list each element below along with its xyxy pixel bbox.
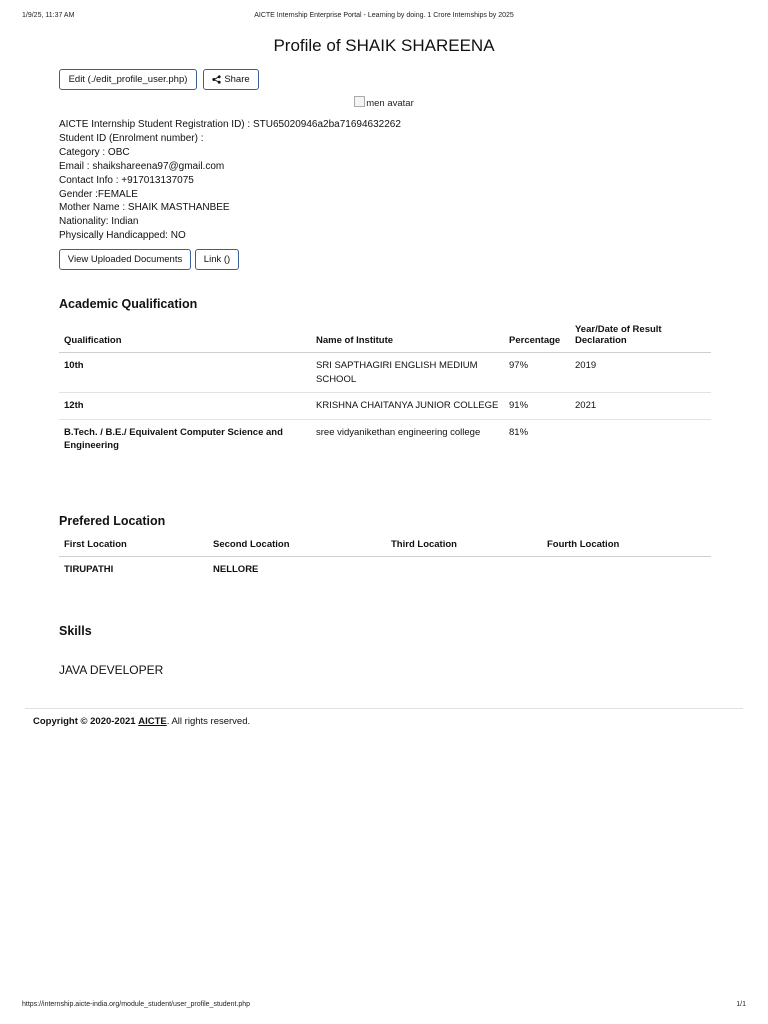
percentage-cell: 97%: [504, 353, 570, 393]
print-header: [22, 12, 746, 24]
third-location-cell: [386, 557, 542, 583]
print-url: https://internship.aicte-india.org/module_student/user_profile_student.php: [22, 1001, 251, 1008]
registration-id: AICTE Internship Student Registration ID) : STU65020946a2ba71694632262: [59, 119, 401, 130]
copyright-suffix: . All rights reserved.: [166, 716, 251, 727]
avatar-alt-text: men avatar: [366, 98, 414, 109]
table-row: [59, 353, 711, 393]
share-icon: [212, 75, 221, 84]
skill-value: JAVA DEVELOPER: [59, 663, 164, 677]
skills-heading: Skills: [59, 624, 92, 638]
view-uploaded-documents-button[interactable]: [59, 249, 191, 270]
print-datetime: 1/9/25, 11:37 AM: [22, 12, 75, 19]
footer-divider: [25, 708, 743, 709]
table-header-row: [59, 539, 711, 557]
qualification-cell: 10th: [59, 353, 311, 393]
institute-cell: sree vidyanikethan engineering college: [316, 426, 481, 438]
academic-table: [59, 324, 711, 459]
broken-image-icon: [354, 96, 365, 107]
first-location-cell: TIRUPATHI: [64, 564, 114, 575]
mother-name: Mother Name : SHAIK MASTHANBEE: [59, 202, 230, 214]
table-row: [59, 393, 711, 420]
location-table: [59, 539, 711, 583]
aicte-link[interactable]: AICTE: [138, 716, 167, 727]
institute-cell: SRI SAPTHAGIRI ENGLISH MEDIUM SCHOOL: [311, 353, 504, 393]
print-page-number: 1/1: [736, 1001, 746, 1008]
gender: Gender :FEMALE: [59, 188, 138, 200]
academic-heading: Academic Qualification: [59, 297, 198, 311]
percentage-cell: 81%: [509, 426, 529, 438]
col-percentage: Percentage: [504, 324, 570, 353]
edit-profile-button[interactable]: [59, 69, 197, 90]
share-button[interactable]: [203, 69, 259, 90]
year-cell: [570, 419, 711, 459]
contact-info: Contact Info : +917013137075: [59, 174, 194, 186]
location-heading: Prefered Location: [59, 514, 166, 528]
fourth-location-cell: [542, 557, 711, 583]
year-cell: 2019: [570, 353, 711, 393]
second-location-cell: NELLORE: [213, 564, 259, 575]
col-qualification: Qualification: [59, 324, 311, 353]
col-institute: Name of Institute: [311, 324, 504, 353]
qualification-cell: B.Tech. / B.E./ Equivalent Computer Science and Engineering: [64, 426, 283, 451]
edit-profile-label: Edit (./edit_profile_user.php): [68, 74, 188, 85]
table-row: [59, 419, 711, 459]
page-title: Profile of SHAIK SHAREENA: [273, 36, 495, 55]
col-second-location: Second Location: [208, 539, 386, 557]
link-label: Link (): [203, 254, 231, 265]
category: Category : OBC: [59, 146, 130, 158]
nationality: Nationality: Indian: [59, 216, 139, 228]
table-row: [59, 557, 711, 583]
footer: [33, 716, 250, 727]
share-label: Share: [224, 74, 250, 85]
table-header-row: [59, 324, 711, 353]
email: Email : shaikshareena97@gmail.com: [59, 160, 225, 172]
link-button[interactable]: [195, 249, 239, 270]
col-third-location: Third Location: [386, 539, 542, 557]
col-fourth-location: Fourth Location: [542, 539, 711, 557]
print-page-title: AICTE Internship Enterprise Portal - Learning by doing. 1 Crore Internships by 2025: [254, 12, 514, 19]
view-docs-label: View Uploaded Documents: [67, 254, 183, 265]
percentage-cell: 91%: [504, 393, 570, 420]
col-year: Year/Date of Result Declaration: [570, 324, 711, 353]
copyright-text: Copyright © 2020-2021: [33, 716, 136, 727]
physically-handicapped: Physically Handicapped: NO: [59, 230, 186, 242]
avatar: [0, 96, 768, 109]
student-id: Student ID (Enrolment number) :: [59, 132, 204, 144]
year-cell: 2021: [570, 393, 711, 420]
student-info: [59, 118, 709, 243]
qualification-cell: 12th: [59, 393, 311, 420]
institute-cell: KRISHNA CHAITANYA JUNIOR COLLEGE: [311, 393, 504, 420]
col-first-location: First Location: [59, 539, 208, 557]
